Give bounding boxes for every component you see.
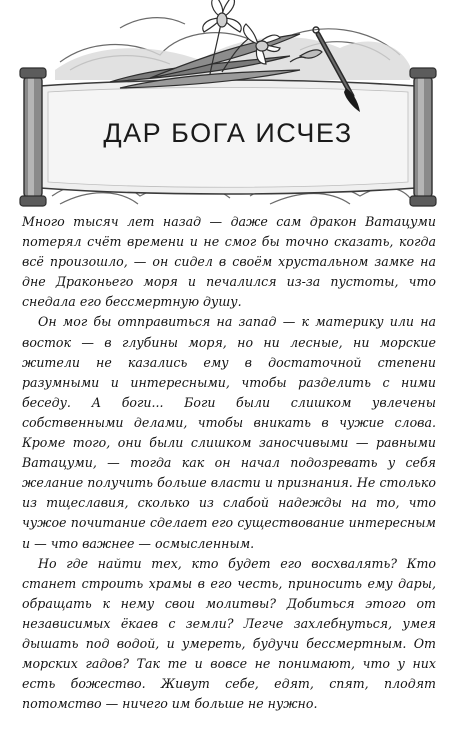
chapter-text <box>22 212 436 714</box>
paragraph: Много тысяч лет назад — даже сам дракон Ватацуми потерял счёт времени и не смог бы точно сказать, когда всё произошло, — он сидел в своём хрустальном замке на дне Драконьего моря и печалился из-за пустоты, что снедала его бессмертную душу. <box>22 214 436 310</box>
chapter-title: ДАР БОГА ИСЧЕЗ <box>103 118 353 148</box>
chapter-header-illustration <box>0 0 456 210</box>
paragraph: Он мог бы отправиться на запад — к материку или на восток — в глубины моря, но ни лесные, ни морские жители не казались ему в достаточной степени разумными и интересными, чтобы разделить с ними беседу. А боги... Боги были слишком увлечены собственными делами, чтобы вникать в чужие слова. Кроме того, они были слишком заносчивыми — равными Ватацуми, — тогда как он начал подозревать у себя желание получить больше власти и признания. Не столько из тщеславия, сколько из слабой надежды на то, что чужое почитание сделает его существование интересным и — что важнее — осмысленным. <box>22 314 436 551</box>
paragraph: Но где найти тех, кто будет его восхвалять? Кто станет строить храмы в его честь, приносить ему дары, обращать к нему свои молитвы? Добиться этого от независимых ёкаев с земли? Легче захлебнуться, умея дышать под водой, и умереть, будучи бессмертным. От морских гадов? Так те и вовсе не понимают, что у них есть божество. Живут себе, едят, спят, плодят потомство — ничего им больше не нужно. <box>22 555 436 712</box>
